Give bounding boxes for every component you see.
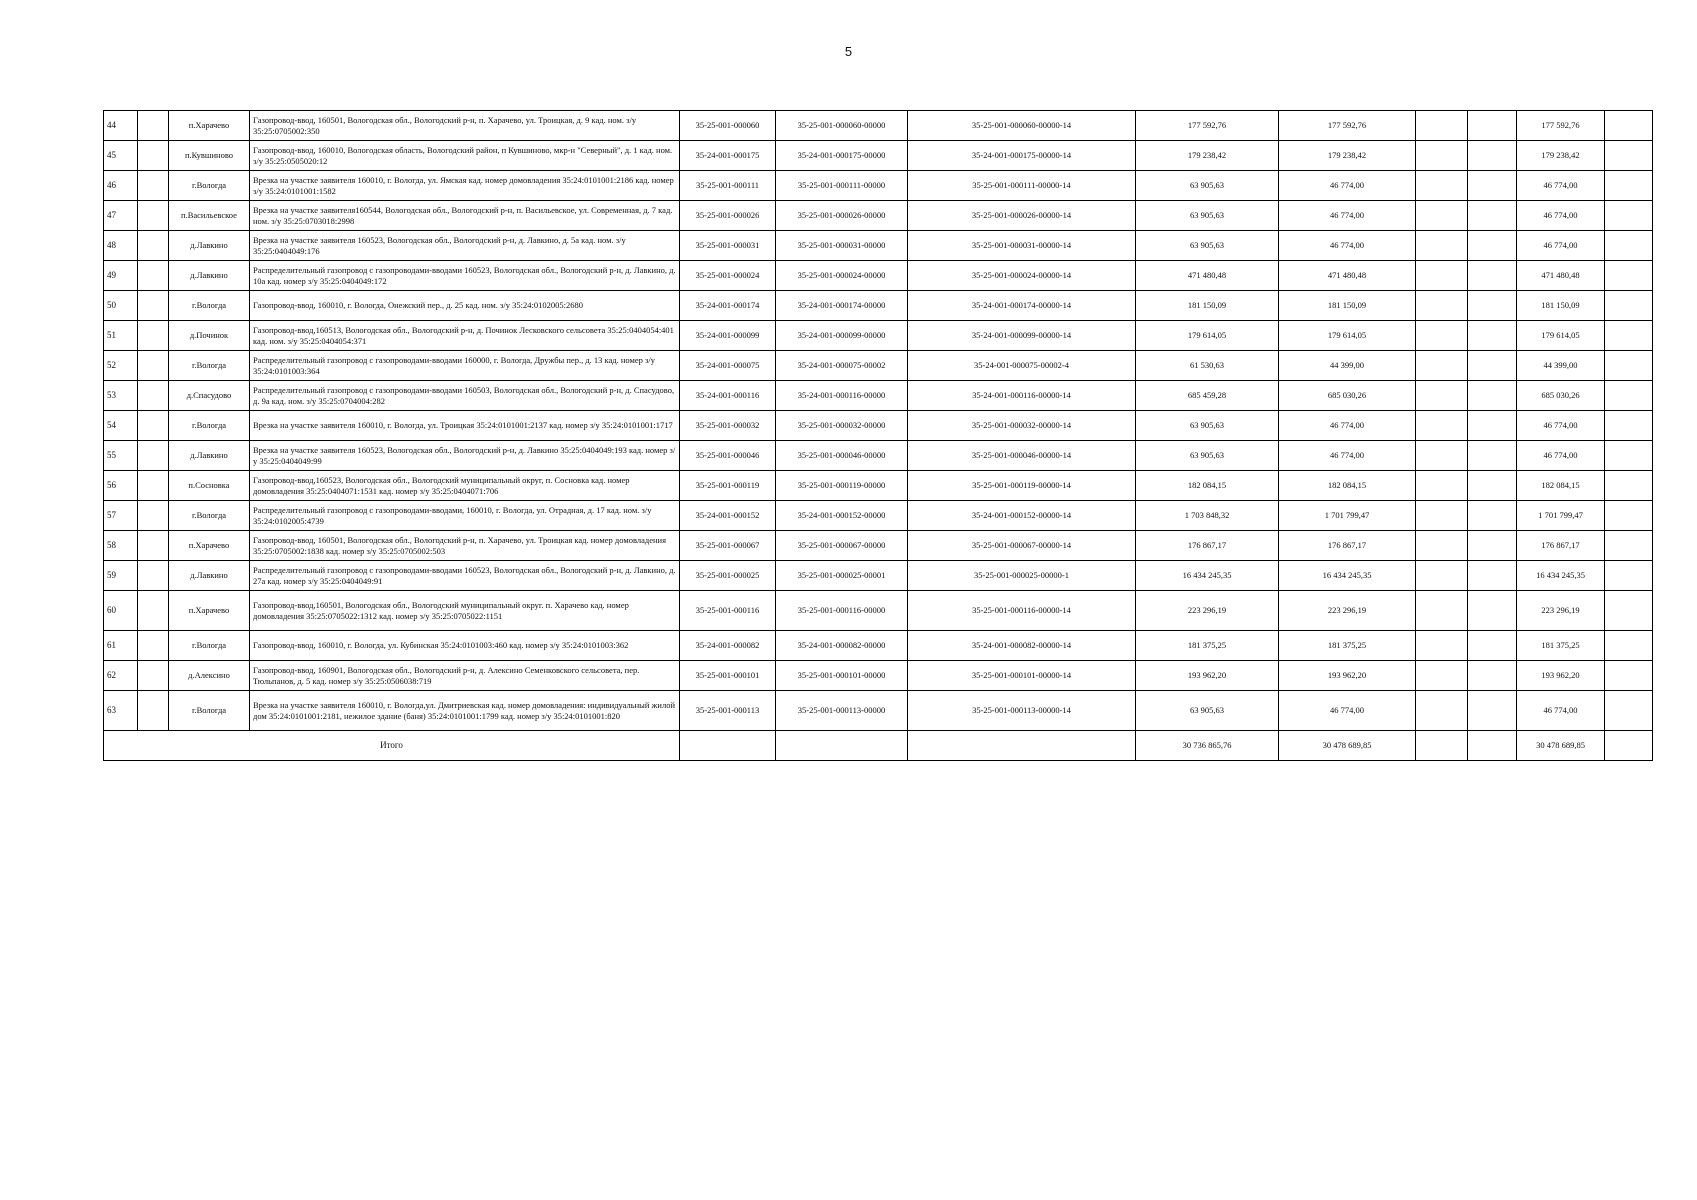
locality-cell: г.Вологда <box>169 351 250 381</box>
empty-cell <box>1416 561 1468 591</box>
empty-cell <box>1416 201 1468 231</box>
code-a-cell: 35-24-001-000152-00000 <box>776 501 908 531</box>
value-2-cell: 471 480,48 <box>1279 261 1416 291</box>
empty-cell <box>1605 381 1653 411</box>
table-row <box>104 351 1653 381</box>
table-row <box>104 201 1653 231</box>
value-3-cell: 1 701 799,47 <box>1517 501 1605 531</box>
empty-cell <box>1416 691 1468 731</box>
empty-cell <box>138 351 169 381</box>
inventory-number-cell: 35-25-001-000119 <box>680 471 776 501</box>
description-cell: Распределительный газопровод с газопроводами-вводами 160523, Вологодская обл., Вологодский р-н, д. Лавкино, д. 27а кад. номер з/у 35:25:0404049:91 <box>250 561 680 591</box>
empty-cell <box>1605 231 1653 261</box>
code-b-cell: 35-25-001-000067-00000-14 <box>908 531 1136 561</box>
value-1-cell: 63 905,63 <box>1136 231 1279 261</box>
empty-cell <box>1416 501 1468 531</box>
code-a-cell: 35-25-001-000032-00000 <box>776 411 908 441</box>
empty-cell <box>138 561 169 591</box>
inventory-number-cell: 35-24-001-000152 <box>680 501 776 531</box>
value-3-cell: 46 774,00 <box>1517 201 1605 231</box>
code-b-cell: 35-24-001-000099-00000-14 <box>908 321 1136 351</box>
row-number: 57 <box>104 501 138 531</box>
code-b-cell: 35-25-001-000026-00000-14 <box>908 201 1136 231</box>
inventory-number-cell: 35-25-001-000046 <box>680 441 776 471</box>
description-cell: Врезка на участке заявителя 160010, г. Вологда,ул. Дмитриевская кад. номер домовладения: индивидуальный жилой дом 35:24:0101001:2181, нежилое здание (баня) 35:24:0101001:1799 кад. номер з/у 35:24:0101001:820 <box>250 691 680 731</box>
value-2-cell: 44 399,00 <box>1279 351 1416 381</box>
code-a-cell: 35-25-001-000046-00000 <box>776 441 908 471</box>
empty-cell <box>1605 691 1653 731</box>
empty-cell <box>1605 441 1653 471</box>
empty-cell <box>1605 111 1653 141</box>
code-a-cell: 35-25-001-000116-00000 <box>776 591 908 631</box>
empty-cell <box>138 231 169 261</box>
value-1-cell: 182 084,15 <box>1136 471 1279 501</box>
locality-cell: п.Кувшиново <box>169 141 250 171</box>
row-number: 47 <box>104 201 138 231</box>
total-value-3: 30 478 689,85 <box>1517 731 1605 761</box>
locality-cell: г.Вологда <box>169 411 250 441</box>
value-3-cell: 193 962,20 <box>1517 661 1605 691</box>
total-row <box>104 731 1653 761</box>
value-1-cell: 181 375,25 <box>1136 631 1279 661</box>
table-row <box>104 381 1653 411</box>
empty-cell <box>1468 731 1517 761</box>
empty-cell <box>1605 321 1653 351</box>
table-row <box>104 171 1653 201</box>
locality-cell: п.Харачево <box>169 531 250 561</box>
description-cell: Распределительный газопровод с газопроводами-вводами, 160010, г. Вологда, ул. Отрадная, д. 17 кад. ном. з/у 35:24:0102005:4739 <box>250 501 680 531</box>
value-2-cell: 16 434 245,35 <box>1279 561 1416 591</box>
value-3-cell: 46 774,00 <box>1517 441 1605 471</box>
code-a-cell: 35-25-001-000060-00000 <box>776 111 908 141</box>
code-b-cell: 35-24-001-000116-00000-14 <box>908 381 1136 411</box>
empty-cell <box>1605 411 1653 441</box>
code-a-cell: 35-25-001-000025-00001 <box>776 561 908 591</box>
empty-cell <box>1416 111 1468 141</box>
empty-cell <box>1468 381 1517 411</box>
value-3-cell: 176 867,17 <box>1517 531 1605 561</box>
value-3-cell: 685 030,26 <box>1517 381 1605 411</box>
description-cell: Газопровод-ввод, 160010, г. Вологда, Онежский пер., д. 25 кад. ном. з/у 35:24:0102005:2680 <box>250 291 680 321</box>
value-3-cell: 46 774,00 <box>1517 171 1605 201</box>
code-b-cell: 35-25-001-000025-00000-1 <box>908 561 1136 591</box>
row-number: 53 <box>104 381 138 411</box>
code-a-cell: 35-25-001-000113-00000 <box>776 691 908 731</box>
description-cell: Врезка на участке заявителя 160010, г. Вологда, ул. Ямская кад. номер домовладения 35:24:0101001:2186 кад. номер з/у 35:24:0101001:1582 <box>250 171 680 201</box>
value-1-cell: 223 296,19 <box>1136 591 1279 631</box>
empty-cell <box>776 731 908 761</box>
code-b-cell: 35-25-001-000116-00000-14 <box>908 591 1136 631</box>
empty-cell <box>1468 261 1517 291</box>
value-2-cell: 181 375,25 <box>1279 631 1416 661</box>
description-cell: Врезка на участке заявителя160544, Вологодская обл., Вологодский р-н, п. Васильевское, ул. Современная, д. 7 кад. ном. з/у 35:25:0703018:2998 <box>250 201 680 231</box>
empty-cell <box>1605 351 1653 381</box>
value-3-cell: 471 480,48 <box>1517 261 1605 291</box>
code-a-cell: 35-24-001-000075-00002 <box>776 351 908 381</box>
inventory-number-cell: 35-24-001-000174 <box>680 291 776 321</box>
inventory-number-cell: 35-25-001-000113 <box>680 691 776 731</box>
empty-cell <box>1416 591 1468 631</box>
empty-cell <box>138 111 169 141</box>
code-a-cell: 35-25-001-000026-00000 <box>776 201 908 231</box>
empty-cell <box>138 691 169 731</box>
row-number: 55 <box>104 441 138 471</box>
inventory-number-cell: 35-25-001-000067 <box>680 531 776 561</box>
locality-cell: д.Починок <box>169 321 250 351</box>
empty-cell <box>1468 631 1517 661</box>
empty-cell <box>1416 351 1468 381</box>
empty-cell <box>138 631 169 661</box>
value-2-cell: 46 774,00 <box>1279 411 1416 441</box>
inventory-number-cell: 35-24-001-000082 <box>680 631 776 661</box>
value-3-cell: 181 150,09 <box>1517 291 1605 321</box>
description-cell: Газопровод-ввод, 160501, Вологодская обл., Вологодский р-н, п. Харачево, ул. Троицкая кад. номер домовладения 35:25:0705002:1838 кад. номер з/у 35:25:0705002:503 <box>250 531 680 561</box>
empty-cell <box>1468 471 1517 501</box>
table-row <box>104 591 1653 631</box>
value-1-cell: 63 905,63 <box>1136 691 1279 731</box>
value-1-cell: 176 867,17 <box>1136 531 1279 561</box>
value-2-cell: 223 296,19 <box>1279 591 1416 631</box>
inventory-number-cell: 35-25-001-000060 <box>680 111 776 141</box>
empty-cell <box>1416 661 1468 691</box>
value-3-cell: 46 774,00 <box>1517 691 1605 731</box>
value-2-cell: 193 962,20 <box>1279 661 1416 691</box>
table-row <box>104 321 1653 351</box>
row-number: 59 <box>104 561 138 591</box>
empty-cell <box>1468 201 1517 231</box>
empty-cell <box>1416 471 1468 501</box>
row-number: 54 <box>104 411 138 441</box>
value-2-cell: 46 774,00 <box>1279 171 1416 201</box>
empty-cell <box>1416 631 1468 661</box>
locality-cell: г.Вологда <box>169 501 250 531</box>
code-b-cell: 35-24-001-000175-00000-14 <box>908 141 1136 171</box>
table-row <box>104 501 1653 531</box>
value-1-cell: 61 530,63 <box>1136 351 1279 381</box>
value-3-cell: 181 375,25 <box>1517 631 1605 661</box>
empty-cell <box>138 441 169 471</box>
row-number: 49 <box>104 261 138 291</box>
empty-cell <box>1605 561 1653 591</box>
code-b-cell: 35-24-001-000082-00000-14 <box>908 631 1136 661</box>
row-number: 46 <box>104 171 138 201</box>
description-cell: Газопровод-ввод, 160010, г. Вологда, ул. Кубинская 35:24:0101003:460 кад. номер з/у 35:24:0101003:362 <box>250 631 680 661</box>
table-row <box>104 441 1653 471</box>
inventory-number-cell: 35-25-001-000024 <box>680 261 776 291</box>
description-cell: Распределительный газопровод с газопроводами-вводами 160000, г. Вологда, Дружбы пер., д. 13 кад. номер з/у 35:24:0101003:364 <box>250 351 680 381</box>
locality-cell: д.Лавкино <box>169 561 250 591</box>
empty-cell <box>680 731 776 761</box>
inventory-number-cell: 35-24-001-000075 <box>680 351 776 381</box>
value-2-cell: 46 774,00 <box>1279 441 1416 471</box>
value-1-cell: 1 703 848,32 <box>1136 501 1279 531</box>
empty-cell <box>138 321 169 351</box>
table-row <box>104 111 1653 141</box>
code-a-cell: 35-25-001-000101-00000 <box>776 661 908 691</box>
value-3-cell: 182 084,15 <box>1517 471 1605 501</box>
value-1-cell: 181 150,09 <box>1136 291 1279 321</box>
empty-cell <box>138 141 169 171</box>
value-2-cell: 181 150,09 <box>1279 291 1416 321</box>
table-row <box>104 261 1653 291</box>
value-2-cell: 179 614,05 <box>1279 321 1416 351</box>
inventory-number-cell: 35-25-001-000032 <box>680 411 776 441</box>
row-number: 63 <box>104 691 138 731</box>
value-2-cell: 46 774,00 <box>1279 201 1416 231</box>
empty-cell <box>1416 141 1468 171</box>
table-row <box>104 661 1653 691</box>
value-1-cell: 63 905,63 <box>1136 171 1279 201</box>
inventory-number-cell: 35-25-001-000101 <box>680 661 776 691</box>
empty-cell <box>1605 261 1653 291</box>
description-cell: Врезка на участке заявителя 160010, г. Вологда, ул. Троицкая 35:24:0101001:2137 кад. номер з/у 35:24:0101001:1717 <box>250 411 680 441</box>
locality-cell: г.Вологда <box>169 691 250 731</box>
inventory-number-cell: 35-25-001-000111 <box>680 171 776 201</box>
table-row <box>104 561 1653 591</box>
locality-cell: г.Вологда <box>169 171 250 201</box>
code-a-cell: 35-24-001-000175-00000 <box>776 141 908 171</box>
code-b-cell: 35-25-001-000046-00000-14 <box>908 441 1136 471</box>
description-cell: Распределительный газопровод с газопроводами-вводами 160503, Вологодская обл., Вологодский р-н, д. Спасудово, д. 9а кад. ном. з/у 35:25:0704004:282 <box>250 381 680 411</box>
locality-cell: д.Спасудово <box>169 381 250 411</box>
value-1-cell: 179 614,05 <box>1136 321 1279 351</box>
total-value-1: 30 736 865,76 <box>1136 731 1279 761</box>
empty-cell <box>1468 411 1517 441</box>
empty-cell <box>138 261 169 291</box>
code-b-cell: 35-25-001-000119-00000-14 <box>908 471 1136 501</box>
empty-cell <box>1468 171 1517 201</box>
row-number: 61 <box>104 631 138 661</box>
assets-table <box>103 110 1653 761</box>
empty-cell <box>1468 141 1517 171</box>
empty-cell <box>138 411 169 441</box>
inventory-number-cell: 35-25-001-000031 <box>680 231 776 261</box>
row-number: 48 <box>104 231 138 261</box>
value-2-cell: 1 701 799,47 <box>1279 501 1416 531</box>
row-number: 60 <box>104 591 138 631</box>
value-2-cell: 177 592,76 <box>1279 111 1416 141</box>
empty-cell <box>1605 591 1653 631</box>
empty-cell <box>138 291 169 321</box>
description-cell: Газопровод-ввод,160523, Вологодская обл., Вологодский муниципальный округ, п. Сосновка кад. номер домовладения 35:25:0404071:1531 кад. номер з/у 35:25:0404071:706 <box>250 471 680 501</box>
locality-cell: г.Вологда <box>169 291 250 321</box>
value-1-cell: 16 434 245,35 <box>1136 561 1279 591</box>
code-b-cell: 35-25-001-000024-00000-14 <box>908 261 1136 291</box>
empty-cell <box>138 471 169 501</box>
locality-cell: д.Лавкино <box>169 261 250 291</box>
empty-cell <box>1416 231 1468 261</box>
empty-cell <box>1468 231 1517 261</box>
value-1-cell: 177 592,76 <box>1136 111 1279 141</box>
value-3-cell: 177 592,76 <box>1517 111 1605 141</box>
code-a-cell: 35-25-001-000119-00000 <box>776 471 908 501</box>
empty-cell <box>1416 261 1468 291</box>
row-number: 44 <box>104 111 138 141</box>
empty-cell <box>1416 291 1468 321</box>
code-b-cell: 35-24-001-000174-00000-14 <box>908 291 1136 321</box>
row-number: 62 <box>104 661 138 691</box>
row-number: 50 <box>104 291 138 321</box>
value-1-cell: 179 238,42 <box>1136 141 1279 171</box>
empty-cell <box>1605 291 1653 321</box>
value-3-cell: 179 238,42 <box>1517 141 1605 171</box>
value-1-cell: 63 905,63 <box>1136 411 1279 441</box>
row-number: 45 <box>104 141 138 171</box>
value-3-cell: 16 434 245,35 <box>1517 561 1605 591</box>
locality-cell: п.Васильевское <box>169 201 250 231</box>
value-1-cell: 63 905,63 <box>1136 201 1279 231</box>
code-b-cell: 35-25-001-000111-00000-14 <box>908 171 1136 201</box>
empty-cell <box>1468 561 1517 591</box>
inventory-number-cell: 35-24-001-000116 <box>680 381 776 411</box>
empty-cell <box>1468 441 1517 471</box>
empty-cell <box>138 661 169 691</box>
table-row <box>104 531 1653 561</box>
value-1-cell: 685 459,28 <box>1136 381 1279 411</box>
code-b-cell: 35-24-001-000152-00000-14 <box>908 501 1136 531</box>
description-cell: Газопровод-ввод, 160501, Вологодская обл., Вологодский р-н, п. Харачево, ул. Троицкая, д. 9 кад. ном. з/у 35:25:0705002:350 <box>250 111 680 141</box>
value-2-cell: 179 238,42 <box>1279 141 1416 171</box>
row-number: 58 <box>104 531 138 561</box>
value-1-cell: 471 480,48 <box>1136 261 1279 291</box>
empty-cell <box>1468 501 1517 531</box>
empty-cell <box>1468 531 1517 561</box>
row-number: 56 <box>104 471 138 501</box>
locality-cell: д.Алексино <box>169 661 250 691</box>
table-row <box>104 471 1653 501</box>
empty-cell <box>138 381 169 411</box>
empty-cell <box>908 731 1136 761</box>
code-a-cell: 35-25-001-000024-00000 <box>776 261 908 291</box>
empty-cell <box>1416 731 1468 761</box>
empty-cell <box>1605 201 1653 231</box>
code-a-cell: 35-25-001-000111-00000 <box>776 171 908 201</box>
empty-cell <box>1468 111 1517 141</box>
inventory-number-cell: 35-24-001-000099 <box>680 321 776 351</box>
code-b-cell: 35-24-001-000075-00002-4 <box>908 351 1136 381</box>
code-b-cell: 35-25-001-000113-00000-14 <box>908 691 1136 731</box>
description-cell: Газопровод-ввод,160513, Вологодская обл., Вологодский р-н, д. Починок Лесковского сельсовета 35:25:0404054:401 кад. ном. з/у 35:25:0404054:371 <box>250 321 680 351</box>
inventory-number-cell: 35-25-001-000026 <box>680 201 776 231</box>
value-1-cell: 193 962,20 <box>1136 661 1279 691</box>
value-1-cell: 63 905,63 <box>1136 441 1279 471</box>
locality-cell: д.Лавкино <box>169 231 250 261</box>
empty-cell <box>1416 441 1468 471</box>
empty-cell <box>1605 471 1653 501</box>
table-row <box>104 291 1653 321</box>
code-a-cell: 35-25-001-000067-00000 <box>776 531 908 561</box>
empty-cell <box>1468 321 1517 351</box>
row-number: 52 <box>104 351 138 381</box>
value-2-cell: 176 867,17 <box>1279 531 1416 561</box>
description-cell: Газопровод-ввод, 160901, Вологодская обл., Вологодский р-н, д. Алексино Семенковского сельсовета, пер. Тюльпанов, д. 5 кад. номер з/у 35:25:0506038:719 <box>250 661 680 691</box>
code-a-cell: 35-24-001-000116-00000 <box>776 381 908 411</box>
empty-cell <box>1416 171 1468 201</box>
value-2-cell: 46 774,00 <box>1279 691 1416 731</box>
empty-cell <box>1605 501 1653 531</box>
table-row <box>104 141 1653 171</box>
code-a-cell: 35-24-001-000099-00000 <box>776 321 908 351</box>
empty-cell <box>1605 531 1653 561</box>
empty-cell <box>1468 291 1517 321</box>
locality-cell: г.Вологда <box>169 631 250 661</box>
table-body <box>104 111 1653 761</box>
empty-cell <box>1605 171 1653 201</box>
empty-cell <box>1416 381 1468 411</box>
code-a-cell: 35-25-001-000031-00000 <box>776 231 908 261</box>
empty-cell <box>1468 591 1517 631</box>
locality-cell: п.Харачево <box>169 591 250 631</box>
empty-cell <box>1468 351 1517 381</box>
locality-cell: п.Харачево <box>169 111 250 141</box>
description-cell: Газопровод-ввод, 160010, Вологодская область, Вологодский район, п Кувшиново, мкр-н "Северный", д. 1 кад. ном. з/у 35:25:0505020:12 <box>250 141 680 171</box>
empty-cell <box>1605 661 1653 691</box>
code-b-cell: 35-25-001-000060-00000-14 <box>908 111 1136 141</box>
table-row <box>104 411 1653 441</box>
value-2-cell: 46 774,00 <box>1279 231 1416 261</box>
value-3-cell: 46 774,00 <box>1517 231 1605 261</box>
inventory-number-cell: 35-24-001-000175 <box>680 141 776 171</box>
locality-cell: п.Сосновка <box>169 471 250 501</box>
value-3-cell: 46 774,00 <box>1517 411 1605 441</box>
empty-cell <box>1416 321 1468 351</box>
value-2-cell: 685 030,26 <box>1279 381 1416 411</box>
empty-cell <box>1605 631 1653 661</box>
empty-cell <box>1605 141 1653 171</box>
code-a-cell: 35-24-001-000082-00000 <box>776 631 908 661</box>
description-cell: Врезка на участке заявителя 160523, Вологодская обл., Вологодский р-н, д. Лавкино 35:25:0404049:193 кад. номер з/у 35:25:0404049:99 <box>250 441 680 471</box>
total-value-2: 30 478 689,85 <box>1279 731 1416 761</box>
description-cell: Газопровод-ввод,160501, Вологодская обл., Вологодский муниципальный округ. п. Харачево кад. номер домовладения 35:25:0705022:1312 кад. номер з/у 35:25:0705022:1151 <box>250 591 680 631</box>
inventory-number-cell: 35-25-001-000025 <box>680 561 776 591</box>
empty-cell <box>138 591 169 631</box>
value-3-cell: 179 614,05 <box>1517 321 1605 351</box>
code-b-cell: 35-25-001-000032-00000-14 <box>908 411 1136 441</box>
empty-cell <box>1468 661 1517 691</box>
empty-cell <box>138 171 169 201</box>
table-row <box>104 231 1653 261</box>
locality-cell: д.Лавкино <box>169 441 250 471</box>
code-a-cell: 35-24-001-000174-00000 <box>776 291 908 321</box>
description-cell: Врезка на участке заявителя 160523, Вологодская обл., Вологодский р-н, д. Лавкино, д. 5а кад. ном. з/у 35:25:0404049:176 <box>250 231 680 261</box>
empty-cell <box>138 531 169 561</box>
value-3-cell: 44 399,00 <box>1517 351 1605 381</box>
table-row <box>104 691 1653 731</box>
total-label: Итого <box>104 731 680 761</box>
table-row <box>104 631 1653 661</box>
inventory-number-cell: 35-25-001-000116 <box>680 591 776 631</box>
code-b-cell: 35-25-001-000031-00000-14 <box>908 231 1136 261</box>
empty-cell <box>1605 731 1653 761</box>
value-3-cell: 223 296,19 <box>1517 591 1605 631</box>
empty-cell <box>1416 531 1468 561</box>
empty-cell <box>138 501 169 531</box>
page-number: 5 <box>844 44 853 59</box>
empty-cell <box>138 201 169 231</box>
empty-cell <box>1468 691 1517 731</box>
code-b-cell: 35-25-001-000101-00000-14 <box>908 661 1136 691</box>
empty-cell <box>1416 411 1468 441</box>
description-cell: Распределительный газопровод с газопроводами-вводами 160523, Вологодская обл., Вологодский р-н, д. Лавкино, д. 10а кад. номер з/у 35:25:0404049:172 <box>250 261 680 291</box>
value-2-cell: 182 084,15 <box>1279 471 1416 501</box>
row-number: 51 <box>104 321 138 351</box>
